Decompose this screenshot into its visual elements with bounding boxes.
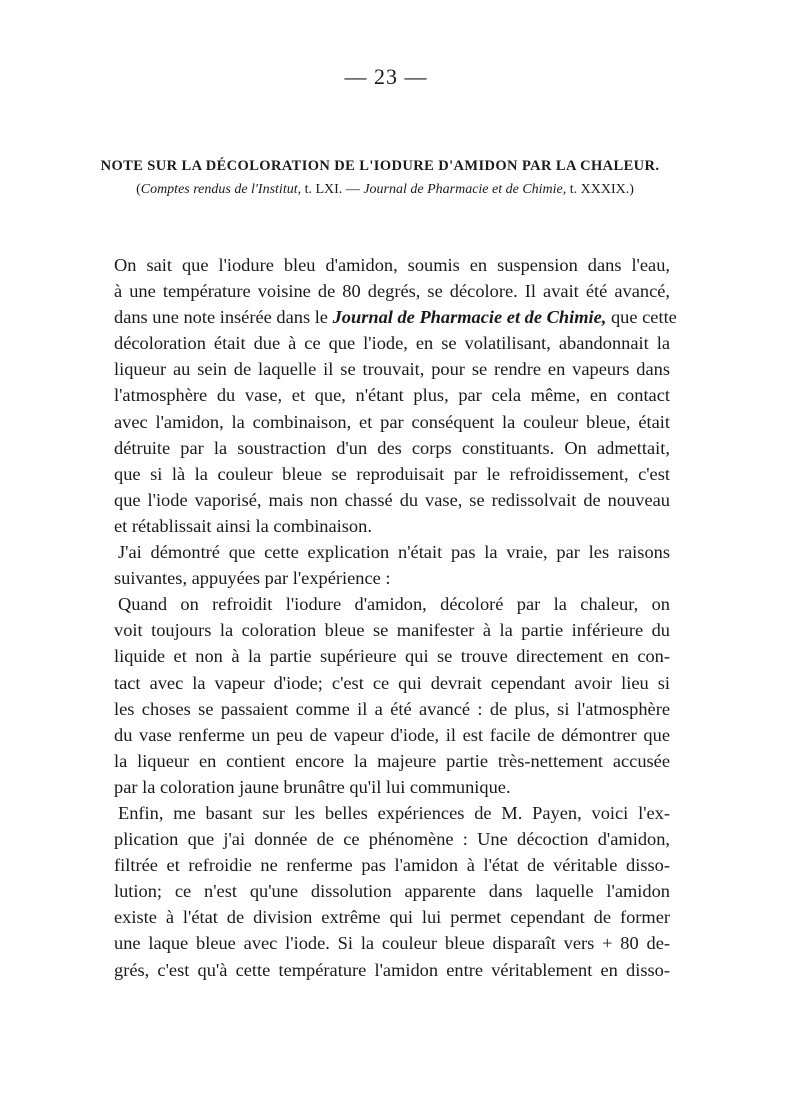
text-line: voit toujours la coloration bleue se manifester à la partie inférieure du bbox=[114, 620, 670, 641]
source-volume-xxxix: t. XXXIX.) bbox=[566, 182, 634, 197]
text-line: plication que j'ai donnée de ce phénomène : Une décoction d'amidon, bbox=[114, 829, 670, 850]
text-line: détruite par la soustraction d'un des corps constituants. On admettait, bbox=[114, 437, 670, 458]
text-line: liqueur au sein de laquelle il se trouvait, pour se rendre en vapeurs dans bbox=[114, 359, 670, 380]
page-number: — 23 — bbox=[344, 64, 428, 89]
text-line: J'ai démontré que cette explication n'était pas la vraie, par les raisons bbox=[118, 542, 670, 563]
paragraph-1 bbox=[114, 252, 677, 539]
text-line: tact avec la vapeur d'iode; c'est ce qui devrait cependant avoir lieu si bbox=[114, 672, 670, 693]
text-line: les choses se passaient comme il a été avancé : de plus, si l'atmosphère bbox=[114, 698, 670, 719]
text-line: existe à l'état de division extrême qui lui permet cependant de former bbox=[114, 907, 670, 928]
text-line: la liqueur en contient encore la majeure partie très-nettement accusée bbox=[114, 750, 670, 771]
text-line: l'atmosphère du vase, et que, n'étant plus, par cela même, en contact bbox=[114, 385, 670, 406]
text-line: par la coloration jaune brunâtre qu'il lui communique. bbox=[114, 776, 511, 797]
text-line: que l'iode vaporisé, mais non chassé du vase, se redissolvait de nouveau bbox=[114, 489, 670, 510]
paragraph-2 bbox=[114, 539, 670, 591]
text-line: filtrée et refroidie ne renferme pas l'amidon à l'état de véritable disso- bbox=[114, 855, 670, 876]
text-line: une laque bleue avec l'iode. Si la couleur bleue disparaît vers + 80 de- bbox=[114, 933, 670, 954]
text-line: Enfin, me basant sur les belles expériences de M. Payen, voici l'ex- bbox=[118, 802, 670, 823]
note-title: NOTE SUR LA DÉCOLORATION DE L'IODURE D'AMIDON PAR LA CHALEUR. bbox=[100, 158, 660, 174]
paragraph-3 bbox=[114, 591, 670, 800]
note-source bbox=[0, 182, 770, 198]
source-journal: Journal de Pharmacie et de Chimie, bbox=[363, 182, 567, 197]
source-comptes-rendus: Comptes rendus de l'Institut, bbox=[140, 182, 302, 197]
journal-title-italic: Journal de Pharmacie et de Chimie, bbox=[332, 307, 607, 328]
text-line: grés, c'est qu'à cette température l'amidon entre véritablement en disso- bbox=[114, 959, 670, 980]
text-line: suivantes, appuyées par l'expérience : bbox=[114, 568, 391, 589]
text-line-pre: dans une note insérée dans le bbox=[114, 307, 333, 328]
source-open-paren: ( bbox=[136, 182, 141, 197]
text-line-with-journal bbox=[114, 304, 677, 330]
text-line: à une température voisine de 80 degrés, se décolore. Il avait été avancé, bbox=[114, 281, 670, 302]
text-line: que si là la couleur bleue se reproduisait par le refroidissement, c'est bbox=[114, 463, 670, 484]
source-volume-lxi: t. LXI. — bbox=[301, 182, 364, 197]
text-line: On sait que l'iodure bleu d'amidon, soumis en suspension dans l'eau, bbox=[114, 255, 670, 275]
body-text bbox=[114, 252, 677, 983]
text-line: liquide et non à la partie supérieure qui se trouve directement en con- bbox=[114, 646, 670, 667]
text-line: et rétablissait ainsi la combinaison. bbox=[114, 515, 372, 536]
text-line-post: que cette bbox=[606, 307, 677, 328]
paragraph-4 bbox=[114, 800, 670, 983]
text-line: du vase renferme un peu de vapeur d'iode, il est facile de démontrer que bbox=[114, 724, 670, 745]
text-line: Quand on refroidit l'iodure d'amidon, décoloré par la chaleur, on bbox=[118, 594, 670, 615]
text-line: avec l'amidon, la combinaison, et par conséquent la couleur bleue, était bbox=[114, 411, 670, 432]
text-line: décoloration était due à ce que l'iode, en se volatilisant, abandonnait la bbox=[114, 333, 670, 354]
text-line: lution; ce n'est qu'une dissolution apparente dans laquelle l'amidon bbox=[114, 881, 670, 902]
